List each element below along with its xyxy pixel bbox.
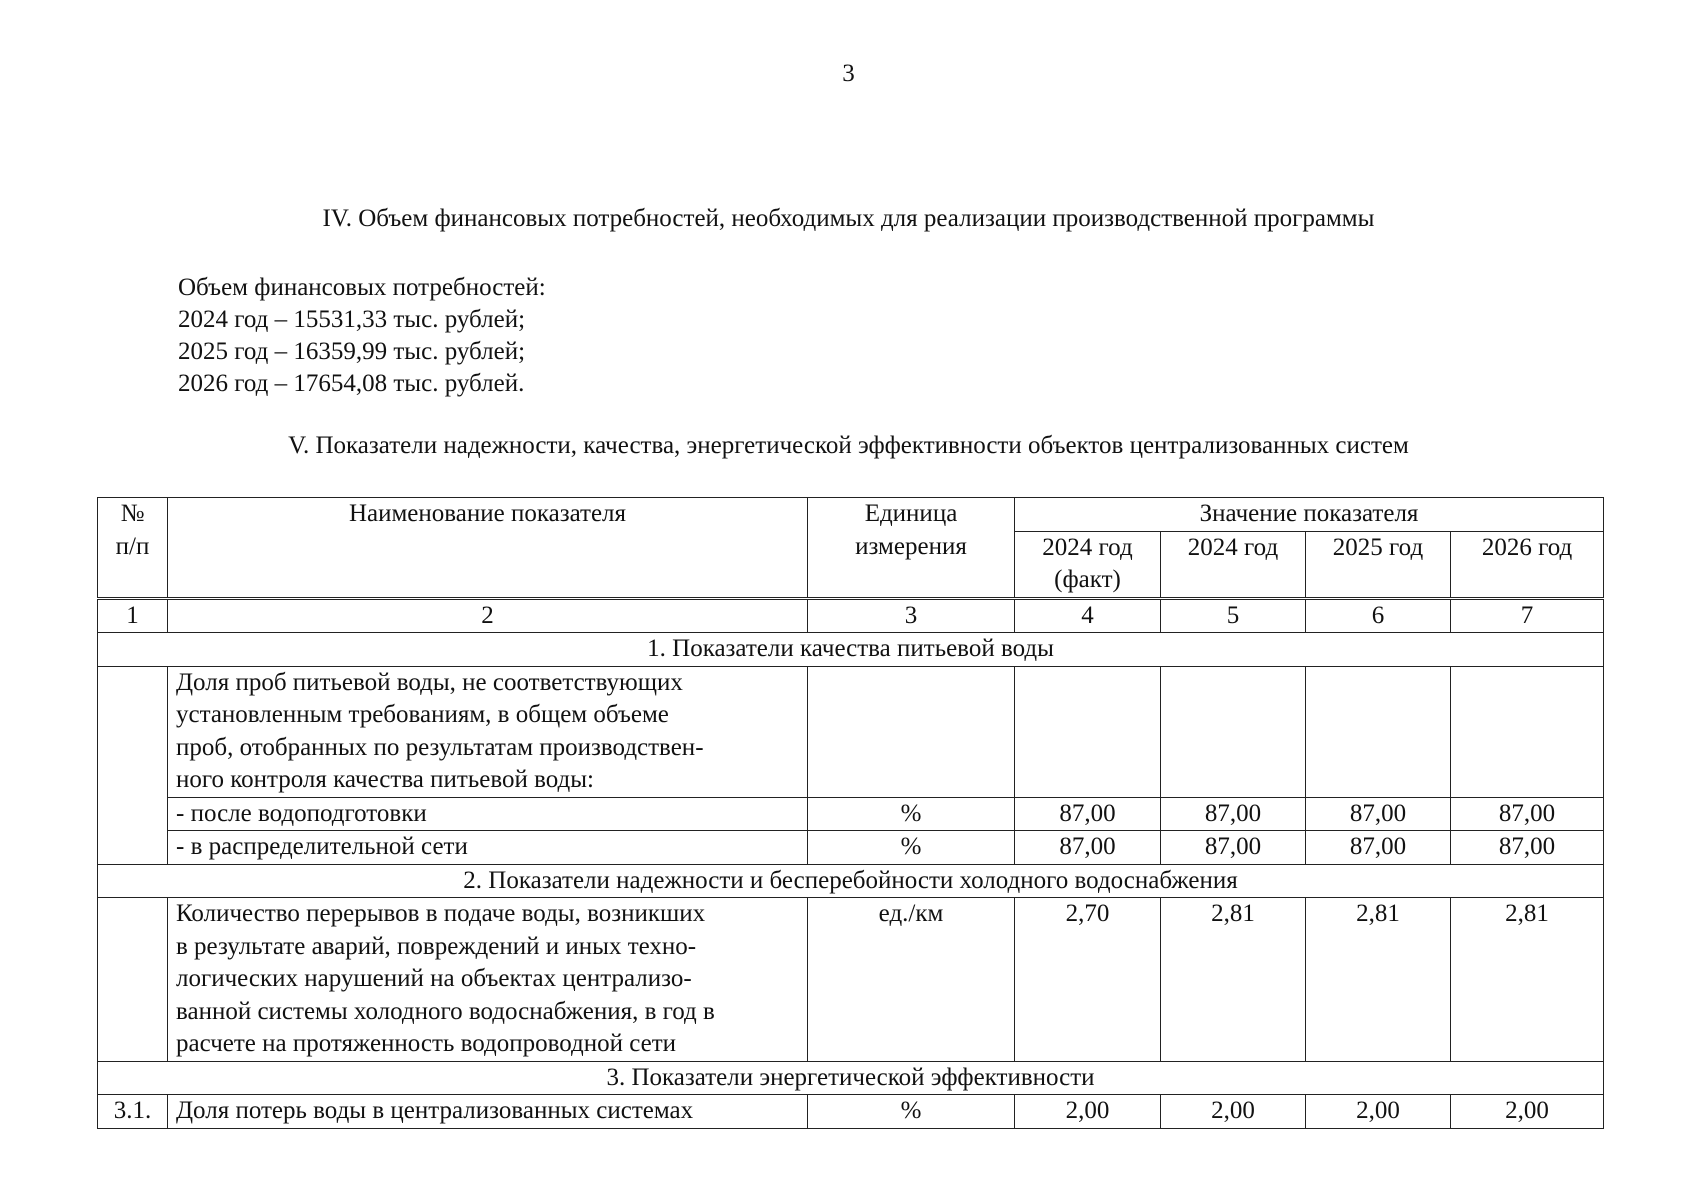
group-title-row	[98, 633, 1604, 667]
indicator-value: 87,00	[1015, 831, 1161, 865]
header-year-2026: 2026 год	[1451, 531, 1604, 598]
indicator-unit: ед./км	[808, 898, 1015, 1062]
row-num	[98, 666, 168, 864]
indicator-name: - в распределительной сети	[168, 831, 808, 865]
indicator-description: Доля проб питьевой воды, не соответствующих установленным требованиям, в общем объеме проб, отобранных по результатам производствен- ного контроля качества питьевой воды:	[168, 666, 808, 797]
indicator-value: 87,00	[1451, 797, 1604, 831]
indicator-value: 2,70	[1015, 898, 1161, 1062]
indicator-value: 2,81	[1451, 898, 1604, 1062]
indicator-value: 2,00	[1161, 1095, 1306, 1129]
indicator-value: 87,00	[1015, 797, 1161, 831]
empty-cell	[1161, 666, 1306, 797]
empty-cell	[1451, 666, 1604, 797]
financial-needs-line: 2025 год – 16359,99 тыс. рублей;	[178, 338, 526, 365]
table-row	[98, 1095, 1604, 1129]
indicator-value: 87,00	[1451, 831, 1604, 865]
indicator-value: 87,00	[1306, 831, 1451, 865]
header-name: Наименование показателя	[168, 498, 808, 599]
indicator-value: 2,00	[1015, 1095, 1161, 1129]
group-title: 2. Показатели надежности и бесперебойности холодного водоснабжения	[98, 864, 1604, 898]
column-number: 5	[1161, 598, 1306, 633]
column-number: 4	[1015, 598, 1161, 633]
indicator-name: Количество перерывов в подаче воды, возникших в результате аварий, повреждений и иных техно- логических нарушений на объектах централизо- ванной системы холодного водоснабжения, в год в расчете на протяженность водопроводной сети	[168, 898, 808, 1062]
table-row	[98, 831, 1604, 865]
column-number: 1	[98, 598, 168, 633]
header-year-2025: 2025 год	[1306, 531, 1451, 598]
column-number: 3	[808, 598, 1015, 633]
section-iv-title: IV. Объем финансовых потребностей, необходимых для реализации производственной программы	[322, 205, 1375, 232]
group-title: 3. Показатели энергетической эффективности	[98, 1061, 1604, 1095]
indicator-name: - после водоподготовки	[168, 797, 808, 831]
indicator-value: 2,00	[1451, 1095, 1604, 1129]
indicator-value: 87,00	[1161, 797, 1306, 831]
financial-needs-block	[178, 272, 546, 400]
indicator-value: 2,00	[1306, 1095, 1451, 1129]
indicator-value: 87,00	[1161, 831, 1306, 865]
column-number: 6	[1306, 598, 1451, 633]
row-num	[98, 898, 168, 1062]
row-num: 3.1.	[98, 1095, 168, 1129]
header-year-2024-fact: 2024 год (факт)	[1015, 531, 1161, 598]
page-number: 3	[842, 60, 855, 87]
indicator-value: 2,81	[1161, 898, 1306, 1062]
empty-cell	[808, 666, 1015, 797]
table-row	[98, 797, 1604, 831]
indicator-value: 87,00	[1306, 797, 1451, 831]
column-number: 2	[168, 598, 808, 633]
group-title-row	[98, 864, 1604, 898]
table-row	[98, 898, 1604, 1062]
indicators-table	[97, 497, 1604, 1129]
indicator-unit: %	[808, 797, 1015, 831]
group-title-row	[98, 1061, 1604, 1095]
header-row	[98, 498, 1604, 532]
section-v-title: V. Показатели надежности, качества, энергетической эффективности объектов централизованных систем	[288, 432, 1409, 459]
column-number-row	[98, 598, 1604, 633]
empty-cell	[1306, 666, 1451, 797]
indicator-value: 2,81	[1306, 898, 1451, 1062]
header-unit: Единица измерения	[808, 498, 1015, 599]
indicator-unit: %	[808, 1095, 1015, 1129]
header-num: № п/п	[98, 498, 168, 599]
column-number: 7	[1451, 598, 1604, 633]
financial-needs-line: 2026 год – 17654,08 тыс. рублей.	[178, 370, 525, 397]
group-title: 1. Показатели качества питьевой воды	[98, 633, 1604, 667]
indicator-name: Доля потерь воды в централизованных системах	[168, 1095, 808, 1129]
financial-needs-line: 2024 год – 15531,33 тыс. рублей;	[178, 306, 526, 333]
header-year-2024: 2024 год	[1161, 531, 1306, 598]
table-row	[98, 666, 1604, 797]
empty-cell	[1015, 666, 1161, 797]
header-value-group: Значение показателя	[1015, 498, 1604, 532]
indicator-unit: %	[808, 831, 1015, 865]
financial-needs-intro: Объем финансовых потребностей:	[178, 274, 546, 301]
